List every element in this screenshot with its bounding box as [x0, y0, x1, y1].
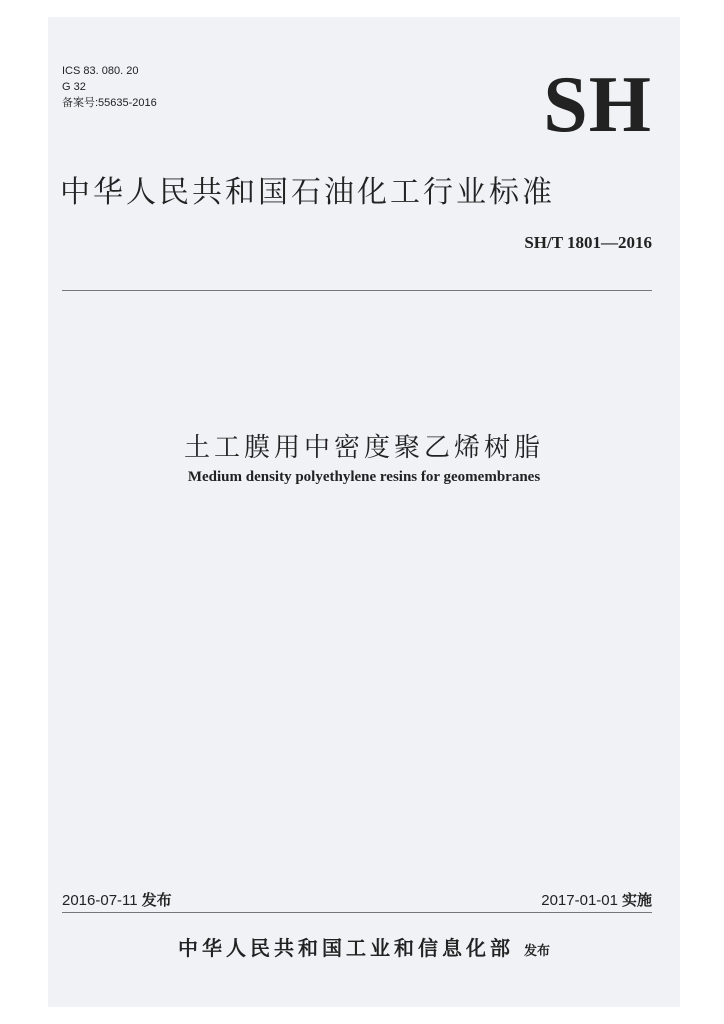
issue-date	[62, 889, 172, 910]
classification-code: G 32	[62, 81, 86, 93]
bottom-divider	[62, 912, 652, 913]
standard-title: 中华人民共和国石油化工行业标准	[60, 175, 555, 210]
publisher-organization: 中华人民共和国工业和信息化部	[177, 936, 514, 960]
issue-date-value: 2016-07-11	[62, 892, 138, 909]
implementation-date	[541, 889, 652, 910]
publisher-action: 发布	[523, 944, 550, 959]
standard-code: SH/T 1801—2016	[524, 233, 652, 252]
document-title-english: Medium density polyethylene resins for geomembranes	[187, 469, 541, 485]
publisher-line	[48, 932, 680, 961]
issue-label: 发布	[141, 891, 172, 909]
top-divider	[62, 290, 652, 291]
cover-page	[48, 17, 680, 1007]
ics-code: ICS 83. 080. 20	[62, 65, 139, 77]
record-number: 备案号:55635-2016	[62, 97, 157, 109]
sh-logo: SH	[543, 61, 652, 149]
implementation-label: 实施	[621, 891, 652, 909]
metadata-block	[62, 63, 157, 111]
document-title-chinese: 土工膜用中密度聚乙烯树脂	[183, 433, 544, 463]
implementation-date-value: 2017-01-01	[541, 892, 618, 909]
